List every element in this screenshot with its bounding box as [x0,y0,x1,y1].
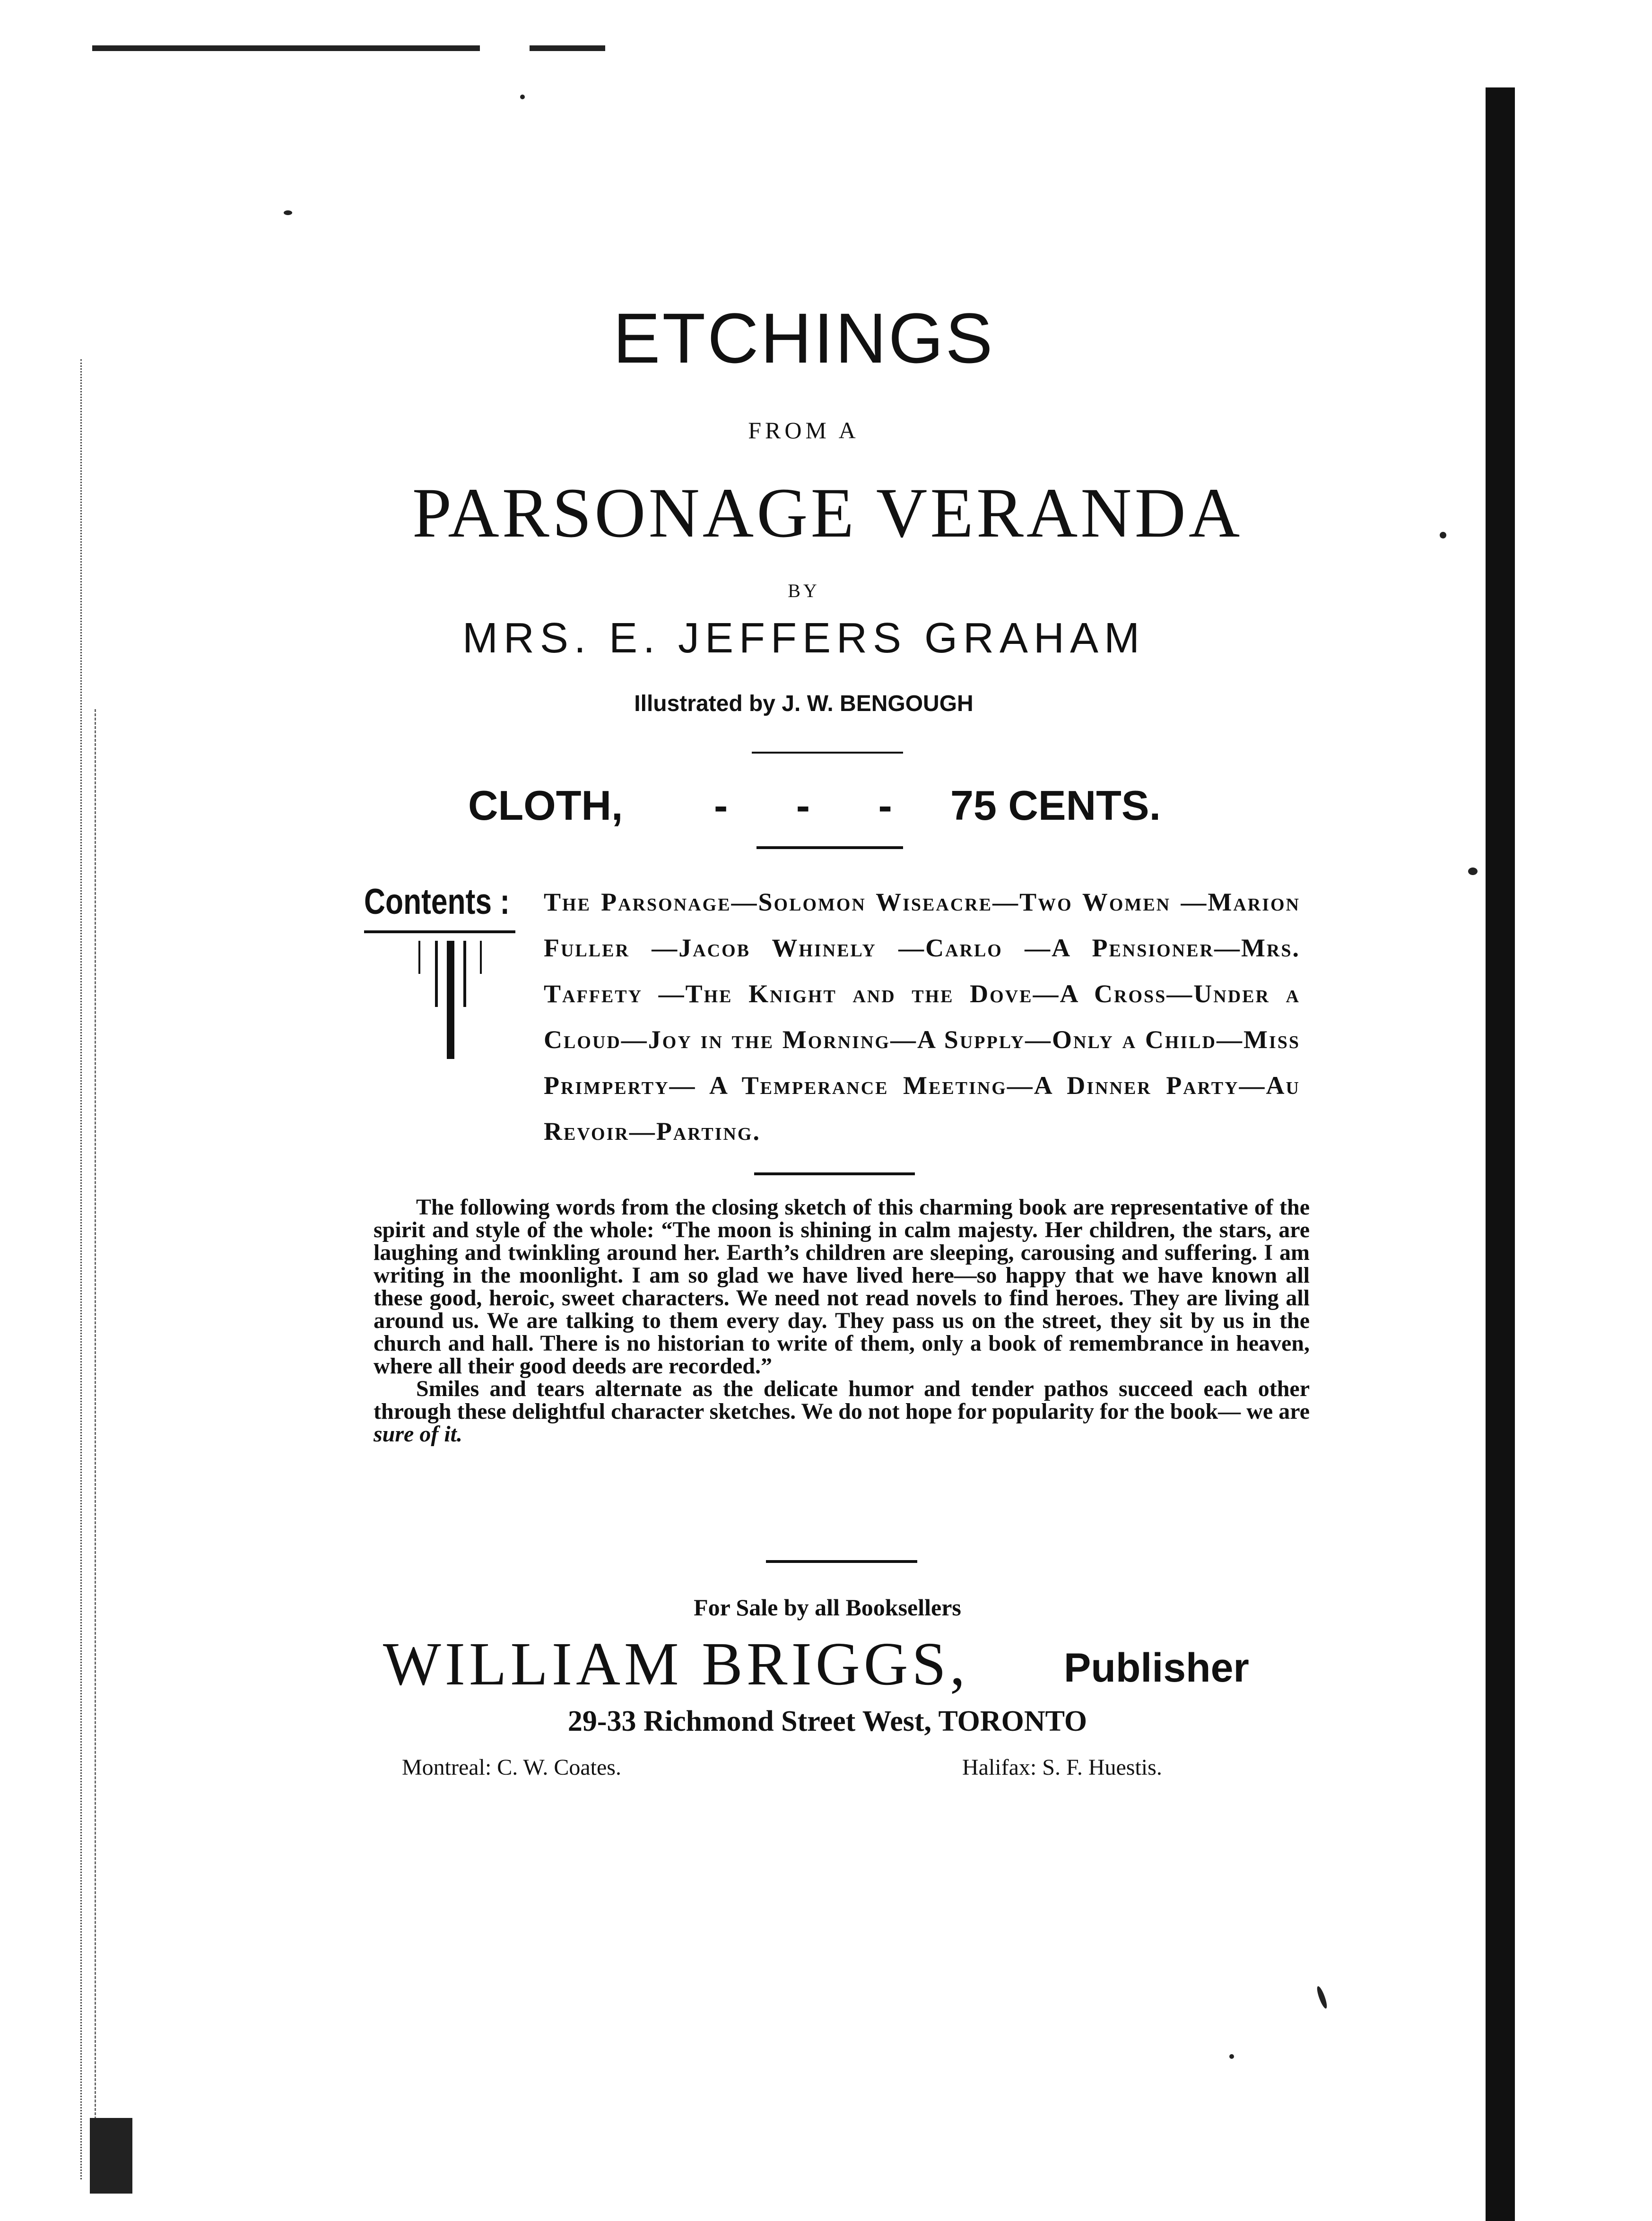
scan-speck [1229,2054,1234,2059]
contents-list: The Parsonage—Solomon Wiseacre—Two Women —Marion Fuller —Jacob Whinely —Carlo —A Pensioner—Mrs. Taffety —The Knight and the Dove—A Cross—Under a Cloud—Joy in the Morning—A Supply—Only a Child—Miss Primperty— A Temperance Meeting—A Dinner Party—Au Revoir—Parting. [544,888,1300,1145]
scan-edge-mark [95,709,98,2175]
branch-halifax: Halifax: S. F. Huestis. [962,1755,1162,1780]
price-line [449,782,1229,832]
description-paragraph [374,1378,1310,1446]
scan-speck [1315,1985,1329,2009]
price-amount: 75 CENTS. [950,782,1161,829]
divider-rule [752,752,903,754]
publisher-line [374,1630,1319,1704]
scan-speck [1440,532,1446,538]
scan-edge-mark [80,359,85,2179]
scan-edge-mark [92,45,480,51]
scan-speck [284,210,292,215]
binding-label: CLOTH, [468,782,623,829]
divider-rule [766,1560,917,1563]
publisher-address: 29-33 Richmond Street West, TORONTO [567,1705,1087,1737]
scan-speck [1468,868,1478,875]
publisher-name: WILLIAM BRIGGS, [383,1630,969,1698]
book-description [374,1196,1310,1446]
illustrator-credit: Illustrated by J. W. BENGOUGH [634,691,974,716]
description-emphasis: sure of it. [374,1422,463,1447]
publisher-role: Publisher [1064,1645,1249,1691]
contents-heading: Contents : [364,882,510,922]
contents-ornament [418,941,489,1059]
branch-montreal: Montreal: C. W. Coates. [402,1755,621,1780]
scan-corner-blot [90,2118,132,2194]
contents-underline [364,930,515,933]
by-line: BY [788,580,820,601]
divider-rule [756,846,903,849]
description-paragraph: The following words from the closing sketch of this charming book are representative of the spirit and style of the whole: “The moon is shining in calm majesty. Her children, the stars, are laughing and twinkling around her. Earth’s children are sleeping, carousing and suffering. I am writing in the moonlight. I am so glad we have lived here—so happy that we have known all these good, heroic, sweet characters. We need not read novels to find heroes. They are living all around us. We are talking to them every day. They pass us on the street, they sit by us in the church and hall. There is no historian to write of them, only a book of remembrance in heaven, where all their good deeds are recorded.” [374,1195,1310,1379]
scan-speck [520,95,525,99]
branch-offices [402,1756,1300,1789]
book-title: ETCHINGS [613,298,995,378]
price-dashes: - - - [714,782,921,829]
sale-notice: For Sale by all Booksellers [694,1594,961,1621]
page-gutter-shadow [1486,87,1515,2221]
divider-rule [754,1172,915,1175]
book-subtitle: PARSONAGE VERANDA [412,474,1243,552]
scan-edge-mark [530,45,605,51]
description-text: Smiles and tears alternate as the delicate humor and tender pathos succeed each other through these delightful character sketches. We do not hope for popularity for the book— we are [374,1376,1310,1424]
title-connector: FROM A [748,417,860,443]
author-name: MRS. E. JEFFERS GRAHAM [462,615,1146,662]
